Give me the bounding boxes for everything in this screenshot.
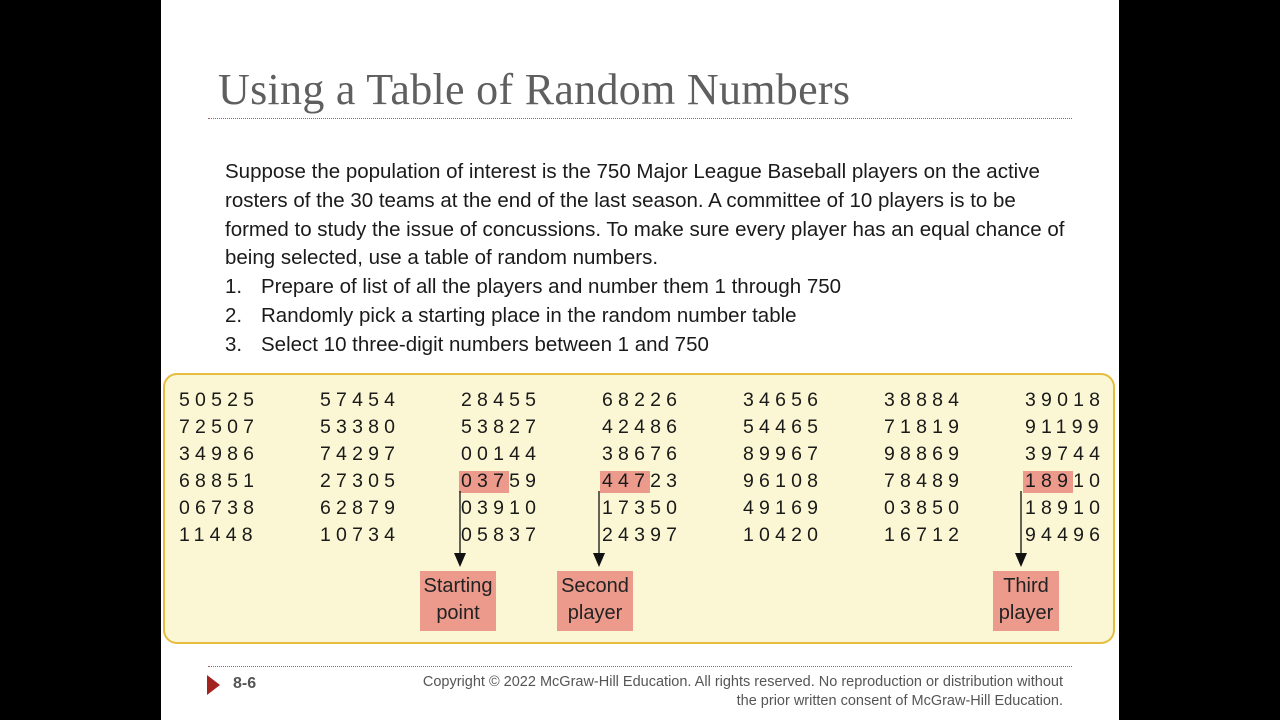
random-number-cell: 39744 [1025, 443, 1106, 465]
title-divider [208, 118, 1072, 119]
random-number-cell: 62879 [320, 497, 401, 519]
random-number-cell: 91199 [1025, 416, 1104, 438]
random-number-cell: 74297 [320, 443, 401, 465]
random-number-cell: 03910 [461, 497, 542, 519]
callout-starting-point [420, 571, 496, 631]
callout-third-player [993, 571, 1059, 631]
random-number-cell: 11448 [179, 524, 258, 546]
random-number-cell: 72507 [179, 416, 260, 438]
random-number-cell: 03850 [884, 497, 965, 519]
triangle-icon [207, 675, 220, 695]
random-number-cell: 53380 [320, 416, 401, 438]
random-number-cell: 06738 [179, 497, 260, 519]
intro-paragraph: Suppose the population of interest is the 750 Major League Baseball players on the active rosters of the 30 teams at the end of the last season. A committee of 10 players is to be formed to study the issue of concussions. To make sure every player has an equal chance of being selected, use a table of random numbers. [225, 160, 1065, 270]
random-number-cell: 10420 [743, 524, 824, 546]
slide-body [225, 158, 1085, 360]
random-number-cell: 98869 [884, 443, 965, 465]
random-number-cell: 18910 [1025, 497, 1106, 519]
slide-title: Using a Table of Random Numbers [218, 65, 851, 114]
random-number-cell: 71819 [884, 416, 965, 438]
random-number-cell: 00144 [461, 443, 542, 465]
random-number-cell: 34656 [743, 389, 824, 411]
random-number-cell: 27305 [320, 470, 401, 492]
random-number-cell: 53827 [461, 416, 542, 438]
arrow-third-player [1011, 491, 1031, 567]
page-number: 8-6 [233, 675, 257, 692]
callout-line: player [998, 602, 1054, 624]
step-item [225, 273, 1085, 302]
step-number: 1. [225, 275, 243, 299]
random-number-cell: 28455 [461, 389, 542, 411]
random-number-cell: 39018 [1025, 389, 1106, 411]
arrow-second-player [589, 491, 609, 567]
random-number-cell: 96108 [743, 470, 824, 492]
random-number-cell: 38884 [884, 389, 965, 411]
step-text: Select 10 three-digit numbers between 1 and 750 [261, 332, 709, 356]
random-number-cell: 34986 [179, 443, 260, 465]
random-number-cell: 94496 [1025, 524, 1106, 546]
copyright-notice [341, 673, 1063, 711]
random-number-cell: 68226 [602, 389, 683, 411]
step-number: 2. [225, 303, 243, 327]
copyright-line: the prior written consent of McGraw-Hill Education. [736, 693, 1063, 709]
step-item [225, 302, 1085, 331]
footer-divider [208, 666, 1072, 667]
callout-second-player [557, 571, 633, 631]
callout-line: Second [561, 575, 629, 597]
random-number-cell: 44723 [602, 470, 683, 492]
arrow-starting-point [450, 491, 470, 567]
random-number-cell: 78489 [884, 470, 965, 492]
random-number-cell: 17350 [602, 497, 683, 519]
random-number-cell: 68851 [179, 470, 260, 492]
slide [161, 0, 1119, 720]
random-number-cell: 05837 [461, 524, 542, 546]
step-text: Randomly pick a starting place in the random number table [261, 303, 797, 327]
callout-line: point [436, 602, 480, 624]
random-number-cell: 57454 [320, 389, 401, 411]
random-number-cell: 42486 [602, 416, 683, 438]
random-number-table [163, 373, 1115, 644]
step-text: Prepare of list of all the players and number them 1 through 750 [261, 275, 842, 299]
callout-line: player [567, 602, 623, 624]
callout-line: Third [1003, 575, 1049, 597]
random-number-cell: 18910 [1025, 470, 1106, 492]
step-number: 3. [225, 332, 243, 356]
random-number-cell: 03759 [461, 470, 542, 492]
random-number-cell: 89967 [743, 443, 824, 465]
random-number-cell: 50525 [179, 389, 260, 411]
random-number-cell: 24397 [602, 524, 683, 546]
random-number-cell: 10734 [320, 524, 401, 546]
random-number-cell: 38676 [602, 443, 683, 465]
random-number-cell: 16712 [884, 524, 965, 546]
copyright-line: Copyright © 2022 McGraw-Hill Education. All rights reserved. No reproduction or distribution without [422, 674, 1063, 690]
random-number-cell: 49169 [743, 497, 824, 519]
callout-line: Starting [423, 575, 493, 597]
random-number-cell: 54465 [743, 416, 824, 438]
step-item [225, 331, 1085, 360]
